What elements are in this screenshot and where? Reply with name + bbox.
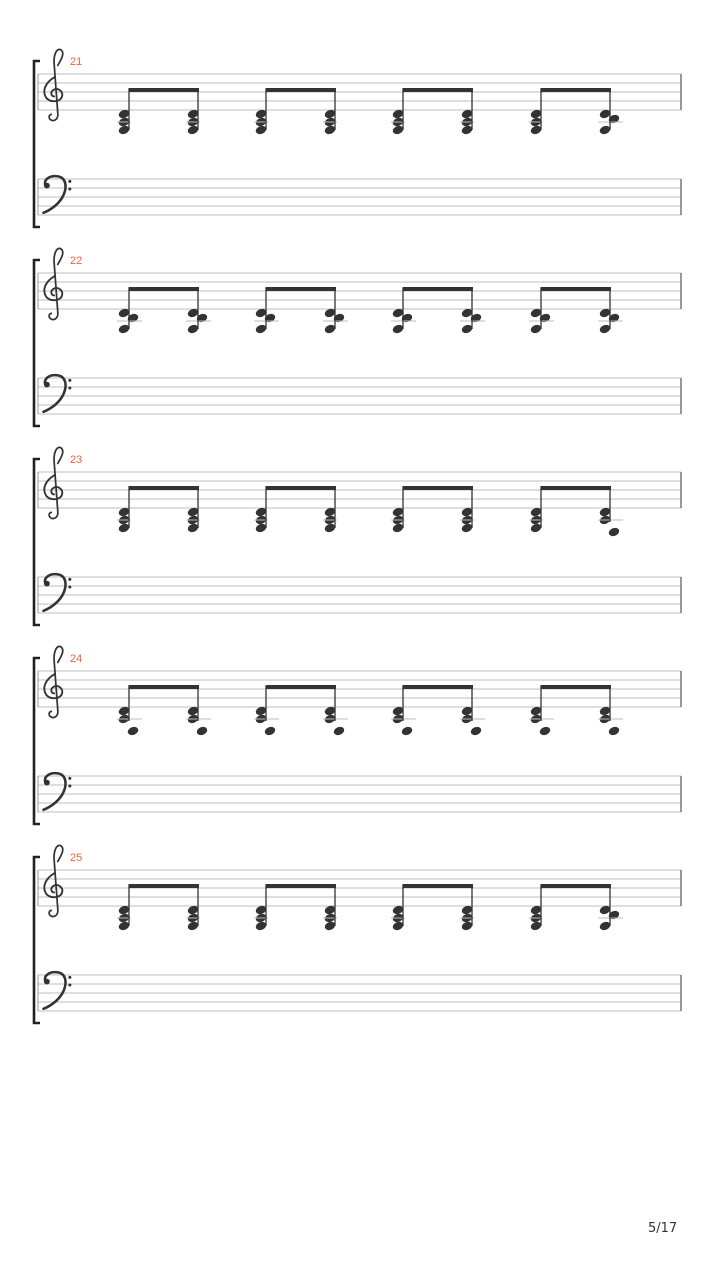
chord [254,487,268,534]
beam [541,287,612,291]
chord [254,89,268,136]
beam [266,88,337,92]
chord [460,288,485,335]
note-head [539,725,552,736]
chord [186,288,211,335]
system-bracket [34,857,40,1023]
bass-clef-icon [44,574,72,611]
chord [117,487,131,534]
chord [186,89,200,136]
chord [391,686,416,737]
note-head [127,725,140,736]
chord [186,885,200,932]
measure-number: 25 [70,852,83,864]
chord [254,686,279,737]
chord [186,487,200,534]
note-head [333,725,346,736]
page-number: 5/17 [648,1221,678,1236]
beam [403,287,474,291]
chord [391,487,405,534]
system-bracket [34,658,40,824]
chord [186,686,211,737]
beam [541,486,612,490]
chord [323,288,348,335]
beam [129,685,200,689]
measure-number: 21 [70,56,83,68]
chord [598,885,623,932]
bass-clef-icon [44,773,72,810]
beam [403,884,474,888]
measure-number: 22 [70,255,83,267]
beam [403,88,474,92]
grand-staff-system [34,49,681,227]
measure-number: 23 [70,454,83,466]
chord [117,89,131,136]
note-head [264,725,277,736]
chord [391,89,405,136]
chord [598,288,623,335]
beam [541,884,612,888]
chord [529,885,543,932]
beam [266,685,337,689]
chord [117,885,131,932]
beam [129,884,200,888]
bass-clef-icon [44,176,72,213]
bass-clef-icon [44,375,72,412]
chord [391,288,416,335]
chord [460,89,474,136]
chord [598,89,623,136]
chord [391,885,405,932]
beam [541,685,612,689]
bass-staff [38,975,681,1011]
chord [323,89,337,136]
chord [323,686,348,737]
grand-staff-system [34,248,681,426]
chord [598,487,623,538]
chord [529,288,554,335]
note-head [608,526,621,537]
chord [460,487,474,534]
note-head [401,725,414,736]
beam [541,88,612,92]
bass-staff [38,577,681,613]
bass-staff [38,179,681,215]
chord [117,686,142,737]
bass-clef-icon [44,972,72,1009]
chord [529,89,543,136]
chord [529,487,543,534]
measure-number: 24 [70,653,83,665]
note-head [608,725,621,736]
chord [598,686,623,737]
chord [460,885,474,932]
beam [129,88,200,92]
chord [323,885,337,932]
chord [460,686,485,737]
beam [129,287,200,291]
chord [117,288,142,335]
system-bracket [34,459,40,625]
grand-staff-system [34,447,681,625]
grand-staff-system [34,646,681,824]
beam [129,486,200,490]
bass-staff [38,776,681,812]
beam [403,685,474,689]
system-bracket [34,61,40,227]
chord [529,686,554,737]
beam [266,884,337,888]
system-bracket [34,260,40,426]
bass-staff [38,378,681,414]
chord [254,885,268,932]
note-head [470,725,483,736]
beam [266,486,337,490]
chord [254,288,279,335]
beam [266,287,337,291]
beam [403,486,474,490]
chord [323,487,337,534]
note-head [196,725,209,736]
grand-staff-system [34,845,681,1023]
